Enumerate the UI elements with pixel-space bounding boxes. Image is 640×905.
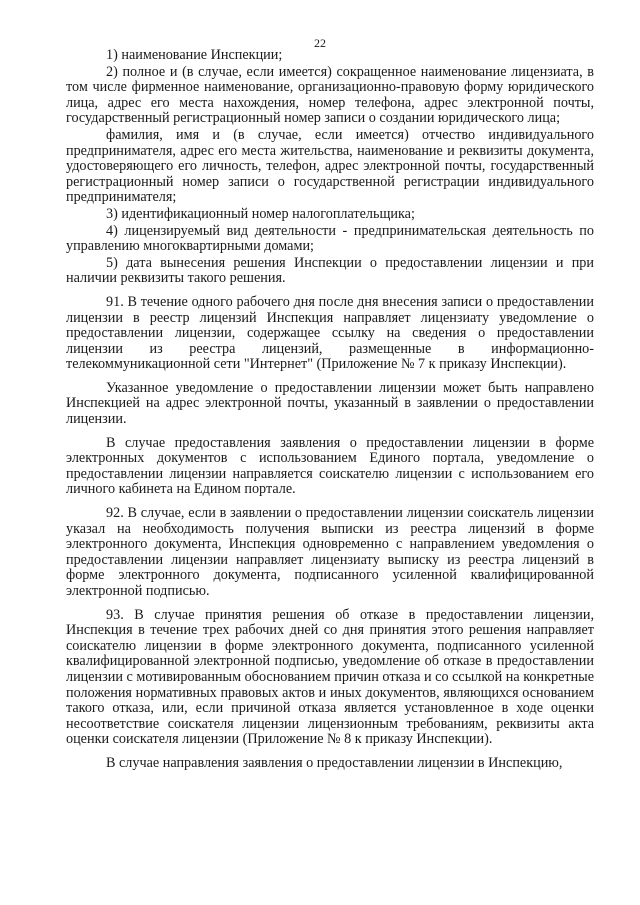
paragraph-email-notification: Указанное уведомление о предоставлении лицензии может быть направлено Инспекцией на адрес электронной почты, указанный в заявлении о предоставлении лицензии. [66,379,594,428]
paragraph-clause-93: 93. В случае принятия решения об отказе в предоставлении лицензии, Инспекция в течение трех рабочих дней со дня принятия этого решения направляет соискателю лицензии в форме электронного документа, подписанного усиленной квалифицированной электронной подписью, уведомление об отказе в предоставлении лицензии с мотивированным обоснованием причин отказа и со ссылкой на конкретные положения нормативных правовых актов и иных документов, являющихся основанием такого отказа, или, если причиной отказа является установленное в ходе оценки несоответствие соискателя лицензии лицензионным требованиям, реквизиты акта оценки соискателя лицензии (Приложение № 8 к приказу Инспекции). [66,606,594,748]
paragraph-item-3: 3) идентификационный номер налогоплательщика; [106,205,415,222]
paragraph-application-sent: В случае направления заявления о предоставлении лицензии в Инспекцию, [106,754,563,771]
paragraph-item-5: 5) дата вынесения решения Инспекции о предоставлении лицензии и при наличии реквизиты такого решения. [66,254,594,287]
paragraph-clause-92: 92. В случае, если в заявлении о предоставлении лицензии соискатель лицензии указал на необходимость получения выписки из реестра лицензий в форме электронного документа, Инспекция одновременно с направлением уведомления о предоставлении лицензии направляет лицензиату выписку из реестра лицензий в форме электронного документа, подписанного усиленной квалифицированной электронной подписью. [66,505,594,599]
document-body [66,48,594,773]
paragraph-item-1: 1) наименование Инспекции; [106,47,283,63]
paragraph-individual-entrepreneur: фамилия, имя и (в случае, если имеется) отчество индивидуального предпринимателя, адрес его места жительства, наименование и реквизиты документа, удостоверяющего его личность, телефон, адрес электронной почты, государственный регистрационный номер записи о государственной регистрации индивидуального предпринимателя; [66,126,594,206]
paragraph-item-4: 4) лицензируемый вид деятельности - предпринимательская деятельность по управлению многоквартирными домами; [66,222,594,255]
page-number: 22 [314,36,326,50]
paragraph-clause-91: 91. В течение одного рабочего дня после дня внесения записи о предоставлении лицензии в реестр лицензий Инспекция направляет лицензиату уведомление о предоставлении лицензии, содержащее ссылку на сведения о предоставлении лицензии из реестра лицензий, размещенные в информационно-телекоммуникационной сети "Интернет" (Приложение № 7 к приказу Инспекции). [66,293,594,373]
paragraph-item-2: 2) полное и (в случае, если имеется) сокращенное наименование лицензиата, в том числе фирменное наименование, организационно-правовую форму юридического лица, адрес его места нахождения, номер телефона, адрес электронной почты, государственный регистрационный номер записи о создании юридического лица; [66,63,594,127]
paragraph-unified-portal: В случае предоставления заявления о предоставлении лицензии в форме электронных документов с использованием Единого портала, уведомление о предоставлении лицензии направляется соискателю лицензии с использованием его личного кабинета на Едином портале. [66,434,594,498]
